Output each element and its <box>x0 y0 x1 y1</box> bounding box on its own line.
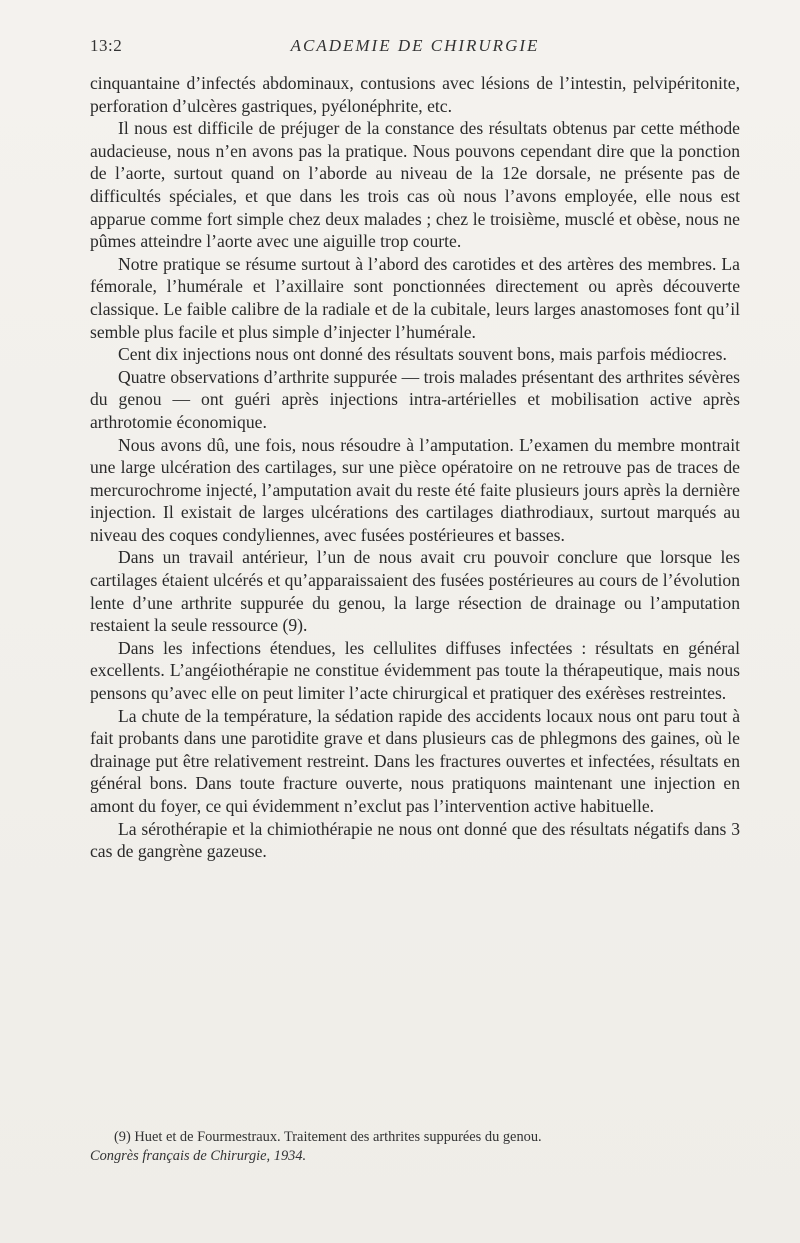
paragraph-7: Dans un travail antérieur, l’un de nous avait cru pouvoir conclure que lorsque les cartilages étaient ulcérés et qu’apparaissaient des fusées postérieures au cours de l’évolution lente d’une arthrite suppurée du genou, la large résection de drainage ou l’amputation restaient la seule ressource (9). <box>90 547 740 636</box>
footnote-text: (9) Huet et de Fourmestraux. Traitement des arthrites suppurées du genou. <box>114 1129 542 1145</box>
paragraph-4: Cent dix injections nous ont donné des résultats souvent bons, mais parfois médiocres. <box>118 344 727 365</box>
paragraph-3: Notre pratique se résume surtout à l’abord des carotides et des artères des membres. La fémorale, l’humérale et l’axillaire sont ponctionnées directement ou après découverte classique. Le faible calibre de la radiale et de la cubitale, leurs larges anastomoses font qu’il semble plus facile et plus simple d’injecter l’humérale. <box>90 253 740 342</box>
footnote <box>90 1128 740 1166</box>
paragraph-2: Il nous est difficile de préjuger de la constance des résultats obtenus par cette méthode audacieuse, nous n’en avons pas la pratique. Nous pouvons cependant dire que la ponction de l’aorte, surtout quand on l’aborde au niveau de la 12e dorsale, ne présente pas de difficultés spéciales, et que dans les trois cas où nous l’avons employée, elle nous est apparue comme fort simple chez deux malades ; chez le troisième, musclé et obèse, nous ne pûmes atteindre l’aorte avec une aiguille trop courte. <box>90 118 740 252</box>
paragraph-1: cinquantaine d’infectés abdominaux, contusions avec lésions de l’intestin, pelvipéritonite, perforation d’ulcères gastriques, pyélonéphrite, etc. <box>90 73 740 116</box>
footnote-citation: Congrès français de Chirurgie, 1934. <box>90 1148 307 1164</box>
paragraph-10: La sérothérapie et la chimiothérapie ne nous ont donné que des résultats négatifs dans 3 cas de gangrène gazeuse. <box>90 818 740 862</box>
page-number: 13:2 <box>90 36 123 55</box>
journal-title: ACADEMIE DE CHIRURGIE <box>290 36 540 55</box>
paragraph-6: Nous avons dû, une fois, nous résoudre à l’amputation. L’examen du membre montrait une large ulcération des cartilages, sur une pièce opératoire on ne retrouve pas de traces de mercurochrome injecté, l’amputation avait du reste été faite plusieurs jours après la dernière injection. Il existait de larges ulcérations des cartilages diathrodiaux, surtout marqués au niveau des coques condyliennes, avec fusées postérieures et basses. <box>90 434 740 545</box>
running-head <box>90 36 740 60</box>
paragraph-8: Dans les infections étendues, les cellulites diffuses infectées : résultats en général excellents. L’angéiothérapie ne constitue évidemment pas toute la thérapeutique, mais nous pensons qu’avec elle on peut limiter l’acte chirurgical et pratiquer des exérèses restreintes. <box>90 637 740 704</box>
paragraph-9: La chute de la température, la sédation rapide des accidents locaux nous ont paru tout à fait probants dans une parotidite grave et dans plusieurs cas de phlegmons des gaines, où le drainage put être relativement restreint. Dans les fractures ouvertes et infectées, résultats en général bons. Dans toute fracture ouverte, nous pratiquons maintenant une injection en amont du foyer, ce qui évidemment n’exclut pas l’intervention active habituelle. <box>90 705 740 816</box>
paragraph-5: Quatre observations d’arthrite suppurée — trois malades présentant des arthrites sévères du genou — ont guéri après injections intra-artérielles et mobilisation active après arthrotomie économique. <box>90 366 740 432</box>
body-text <box>90 72 740 863</box>
